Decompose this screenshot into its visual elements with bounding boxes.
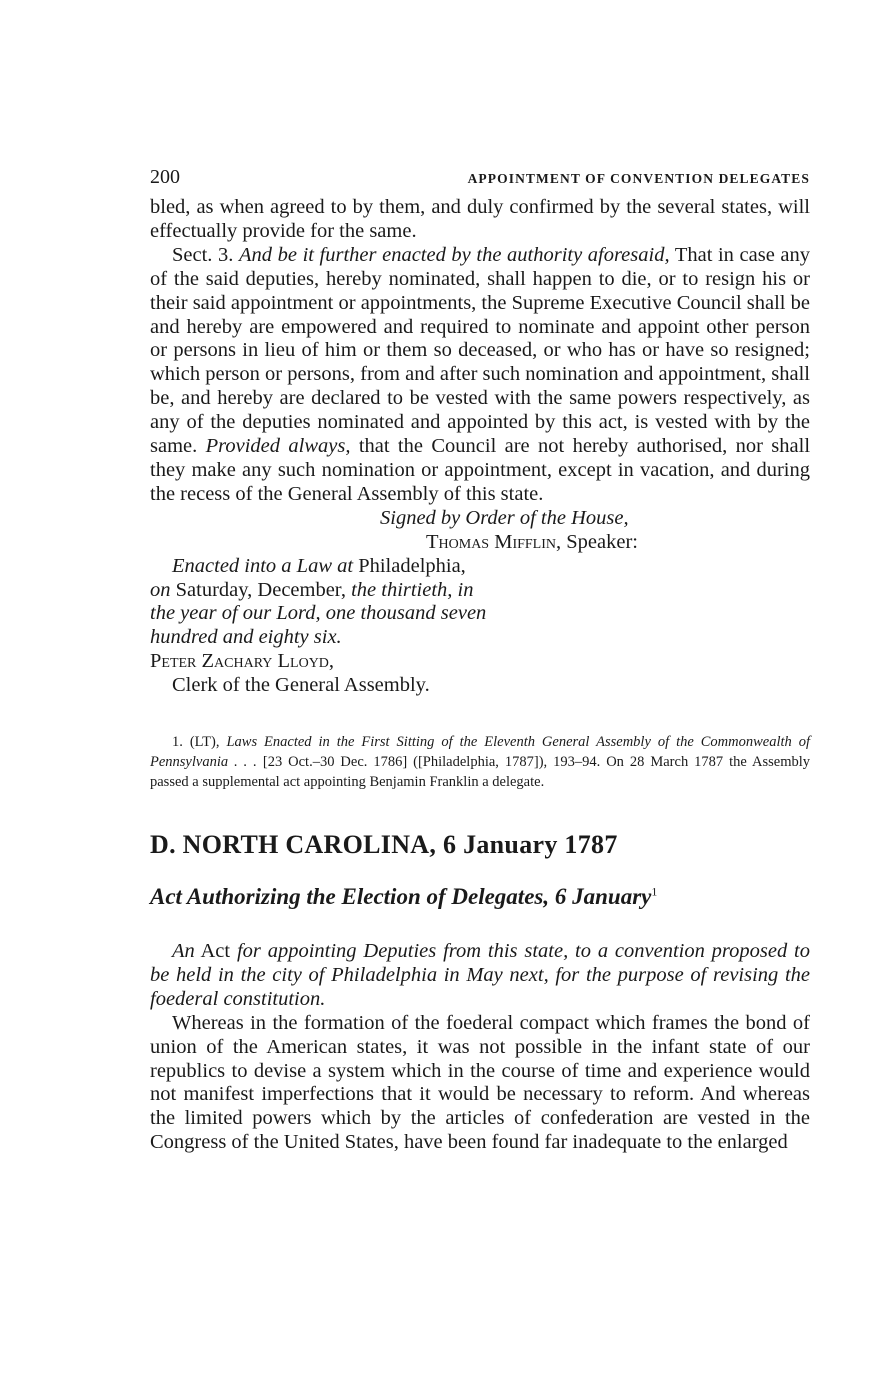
enacted-date: the thirtieth, in — [351, 578, 474, 601]
enacted-line-1 — [150, 555, 810, 579]
act-word: Act — [200, 940, 231, 963]
section-italic-lead: And be it further enacted by the authority aforesaid, — [239, 243, 670, 266]
act-an: An — [172, 940, 195, 963]
footnote-number: 1. (LT), — [172, 734, 220, 751]
enacted-line-2 — [150, 579, 810, 603]
footnote — [150, 732, 810, 792]
page-number: 200 — [150, 166, 180, 188]
clerk-name: Peter Zachary Lloyd, — [150, 650, 335, 673]
running-head — [150, 166, 810, 196]
enacted-day: Saturday, December, — [175, 578, 346, 601]
section-heading: D. NORTH CAROLINA, 6 January 1787 — [150, 830, 618, 860]
speaker-name: Thomas Mifflin, — [426, 530, 562, 553]
speaker-title: Speaker: — [566, 530, 638, 553]
act-title-text: for appointing Deputies from this state, to a convention proposed to be held in the city of Philadelphia in May next, for the purpose of revising the foederal constitution. — [150, 940, 811, 1010]
proviso-italic: Provided always, — [205, 435, 351, 458]
clerk-title: Clerk of the General Assembly. — [172, 674, 430, 697]
paragraph-continuation: bled, as when agreed to by them, and duly confirmed by the several states, will effectually provide for the same. — [150, 196, 810, 242]
document-heading-text: Act Authorizing the Election of Delegates, 6 January — [150, 884, 652, 910]
document-heading — [150, 884, 810, 910]
enacted-place: Philadelphia, — [358, 554, 466, 577]
section-text-b: that the Council are not hereby authorised, nor shall they make any such nomination or appointment, except in vacation, and during the recess of the General Assembly of this state. — [150, 435, 811, 505]
enacted-italic: Enacted into a Law at — [172, 554, 354, 577]
section-3-paragraph — [150, 244, 810, 507]
section-text-a: That in case any of the said deputies, hereby nominated, shall happen to die, or to resign his or their said appointment or appointments, the Supreme Executive Council shall be and hereby are empowered and required to nominate and appoint other person or persons in lieu of him or them so deceased, or who has or have so resigned; which person or persons, from and after such nomination and appointment, shall be, and hereby are declared to be vested with the same powers respectively, as any of the deputies nominated and appointed by this act, is vested with by the same. — [150, 243, 811, 458]
signed-text: Signed by Order of the House, — [380, 506, 629, 529]
page — [150, 166, 810, 1155]
enacted-line-3: the year of our Lord, one thousand seven — [150, 602, 487, 625]
footnote-marker: 1 — [651, 884, 658, 899]
whereas-paragraph: Whereas in the formation of the foederal compact which frames the bond of union of the American states, it was not possible in the infant state of our republics to devise a system which in the course of time and experience would not manifest imperfections that it would be necessary to reform. And whereas the limited powers which by the articles of confederation are vested in the Congress of the United States, have been found far inadequate to the enlarged — [150, 1011, 810, 1154]
footnote-title: Laws Enacted in the First Sitting of the Eleventh General Assembly of the Commonwealth of Pennsylvania . . . — [150, 734, 810, 771]
speaker-signature — [426, 531, 810, 555]
enacted-on: on — [150, 578, 171, 601]
main-text — [150, 196, 810, 698]
section-label: Sect. 3. — [172, 243, 234, 266]
enactment-block — [150, 555, 810, 698]
running-head-title: APPOINTMENT OF CONVENTION DELEGATES — [467, 171, 810, 186]
footnote-text: [23 Oct.–30 Dec. 1786] ([Philadelphia, 1787]), 193–94. On 28 March 1787 the Assembly passed a supplemental act appointing Benjamin Franklin a delegate. — [150, 754, 811, 791]
enacted-line-4: hundred and eighty six. — [150, 626, 342, 649]
signed-by-order — [380, 507, 810, 531]
act-title — [150, 940, 810, 1155]
